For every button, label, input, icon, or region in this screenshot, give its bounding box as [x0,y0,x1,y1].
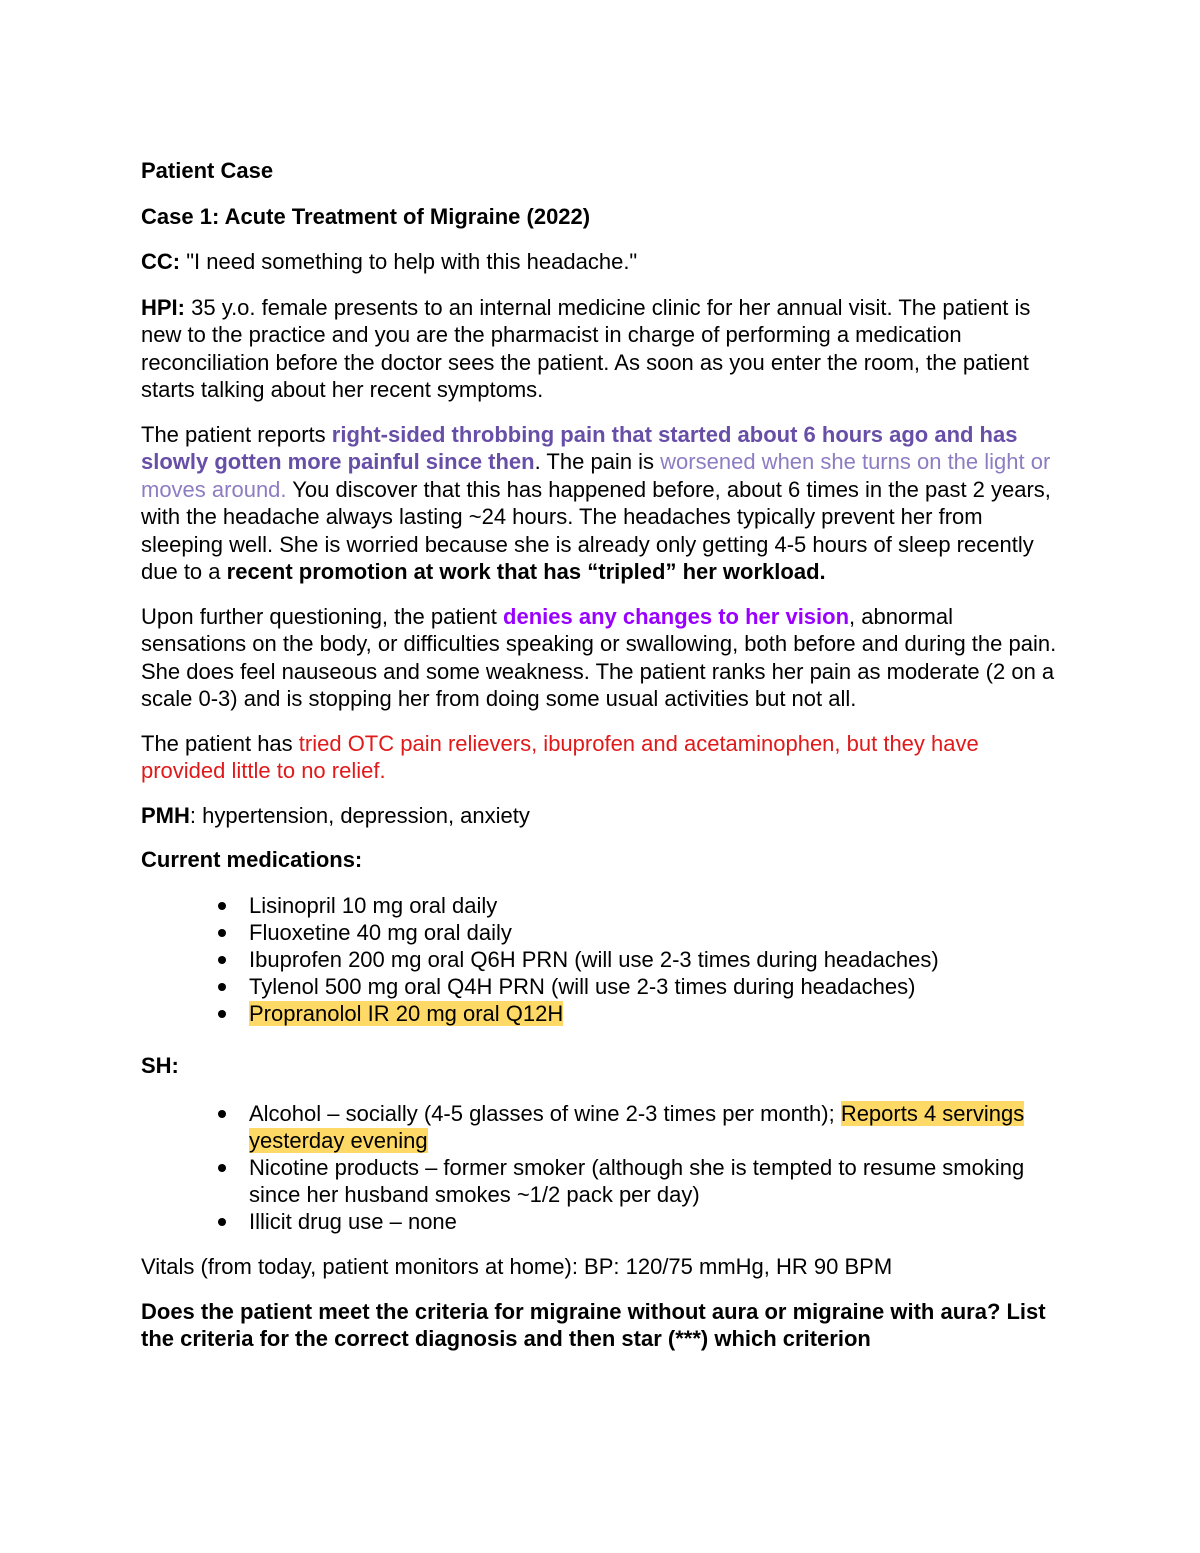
social-history-list [141,1100,1060,1235]
list-item: Illicit drug use – none [141,1208,1060,1235]
otc-relief-highlight: tried OTC pain relievers, ibuprofen and acetaminophen, but they have provided little to no relief. [141,730,979,783]
meds-heading: Current medications: [141,847,363,872]
list-item: Alcohol – socially (4-5 glasses of wine 2-3 times per month); Reports 4 servings yesterday evening [141,1100,1060,1154]
case-title: Case 1: Acute Treatment of Migraine (2022) [141,203,591,229]
pmh-line: PMH: hypertension, depression, anxiety [141,802,530,828]
hpi-paragraph: HPI: 35 y.o. female presents to an internal medicine clinic for her annual visit. The patient is new to the practice and you are the pharmacist in charge of performing a medication reconciliation before the doctor sees the patient. As soon as you enter the room, the patient starts talking about her recent symptoms. [141,294,1031,402]
list-item: Ibuprofen 200 mg oral Q6H PRN (will use 2-3 times during headaches) [141,946,1060,973]
doc-heading: Patient Case [141,158,274,183]
question-paragraph: Does the patient meet the criteria for migraine without aura or migraine with aura? List the criteria for the correct diagnosis and then star (***) which criterion [141,1298,1046,1351]
vision-denial-highlight: denies any changes to her vision [503,603,850,629]
propranolol-highlight: Propranolol IR 20 mg oral Q12H [249,1000,564,1026]
list-item [141,1000,1060,1027]
list-item: Lisinopril 10 mg oral daily [141,892,1060,919]
worsening-factor-highlight: worsened when she turns on the light or moves around. [141,449,1051,502]
vitals-line: Vitals (from today, patient monitors at home): BP: 120/75 mmHg, HR 90 BPM [141,1254,893,1279]
chief-complaint: CC: "I need something to help with this headache." [141,249,638,274]
list-item: Tylenol 500 mg oral Q4H PRN (will use 2-3 times during headaches) [141,973,1060,1000]
alcohol-highlight: Reports 4 servings yesterday evening [249,1101,1025,1153]
questioning-paragraph: Upon further questioning, the patient denies any changes to her vision, abnormal sensations on the body, or difficulties speaking or swallowing, both before and during the pain. She does feel nauseous and some weakness. The patient ranks her pain as moderate (2 on a scale 0-3) and is stopping her from doing some usual activities but not all. [141,603,1057,711]
symptom-paragraph: The patient reports right-sided throbbing pain that started about 6 hours ago and has slowly gotten more painful since then. The pain is worsened when she turns on the light or moves around. You discover that this has happened before, about 6 times in the past 2 years, with the headache always lasting ~24 hours. The headaches typically prevent her from sleeping well. She is worried because she is already only getting 4-5 hours of sleep recently due to a recent promotion at work that has “tripled” her workload. [141,421,1051,584]
list-item: Fluoxetine 40 mg oral daily [141,919,1060,946]
list-item: Nicotine products – former smoker (although she is tempted to resume smoking since her husband smokes ~1/2 pack per day) [141,1154,1060,1208]
pain-description-highlight: right-sided throbbing pain that started about 6 hours ago and has slowly gotten more painful since then [141,421,1018,474]
otc-paragraph: The patient has tried OTC pain relievers, ibuprofen and acetaminophen, but they have provided little to no relief. [141,730,979,783]
medication-list [141,892,1060,1027]
sh-heading: SH: [141,1052,179,1078]
